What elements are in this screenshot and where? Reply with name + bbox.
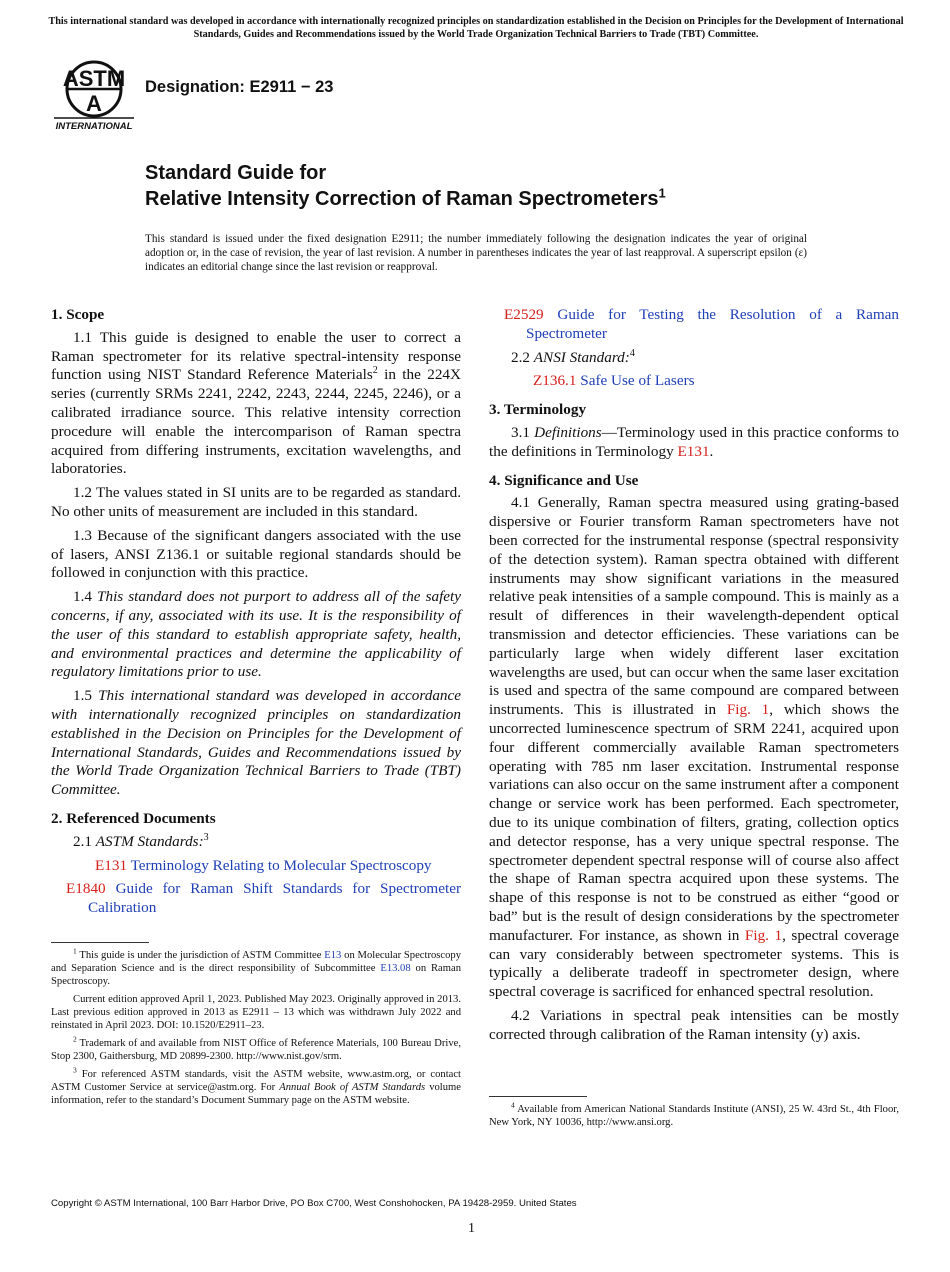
footnote-4: $^4$ Available from American National Standards Institute (ANSI), 25 W. 43rd St., 4th Floor, New York, NY 10036, http://www.ansi.org.: [489, 1100, 899, 1128]
footnote-1: $^1$ This guide is under the jurisdiction of ASTM Committee E13 on Molecular Spectroscopy and Separation Science and is the direct responsibility of Subcommittee E13.08 on Raman Spectroscopy.: [51, 946, 461, 987]
paragraph-2-2: 2.2 ANSI Standard:$^4$: [511, 347, 635, 366]
footnote-rule-right: [489, 1096, 587, 1097]
title-footnote-ref[interactable]: 1: [658, 185, 666, 201]
paragraph-1-5: 1.5 This international standard was developed in accordance with internationally recognized principles on standardization established in the Decision on Principles for the Development of International Standards, Guides and Recommendations issued by the World Trade Organization Technical Barriers to Trade (TBT) Committee.: [51, 687, 462, 799]
svg-text:A: A: [86, 91, 102, 116]
link-e13-08[interactable]: E13.08: [380, 963, 411, 974]
figure-link-1[interactable]: Fig. 1: [726, 701, 770, 719]
paragraph-4-1: 4.1 Generally, Raman spectra measured using grating-based dispersive or Fourier transform Raman spectrometers have not been corrected for the instrumental response (spectral responsivity of the detection system). Raman spectra obtained with different instruments may show significant variations in the measured relative peak intensities of a sample compound. This is mainly as a result of differences in their wavelength-dependent optical transmission and detector efficiencies. These variations can be particularly large when widely different laser excitation wavelengths are used, but can occur when the same laser excitation is used and spectra of the same compound are compared between instruments. This is illustrated in Fig. 1, which shows the uncorrected luminescence spectrum of SRM 2241, acquired upon four different commercially available Raman spectrometers operating with 785 nm laser excitation. Instrumental response variations can also occur on the same instrument after a component change or service work has been performed. Each spectrometer, due to its unique combination of filters, grating, collection optics and detector response, has a very unique spectral response. The spectrometer dependent spectral response will of course also affect the shape of Raman spectra acquired upon these systems. The shape of this response is not to be construed as either “good or bad” but is the result of design considerations by the spectrometer manufacturer. For instance, as shown in Fig. 1, spectral coverage can vary considerably between spectrometer systems. This is typically a deliberate tradeoff in spectrometer design, where spectral coverage is sacrificed for enhanced spectral resolution.: [489, 494, 899, 1001]
link-e131[interactable]: E131: [677, 442, 710, 460]
footnotes-left: [51, 942, 461, 1112]
paragraph-1-2: 1.2 The values stated in SI units are to be regarded as standard. No other units of measurement are included in this standard.: [51, 484, 461, 520]
paragraph-3-1: 3.1 Definitions—Terminology used in this practice conforms to the definitions in Terminology E131.: [489, 423, 900, 460]
paragraph-2-1: 2.1 ASTM Standards:$^3$: [73, 831, 209, 850]
header-notice: This international standard was developed in accordance with internationally recognized principles on standardization established in the Decision on Principles for the Development of International Standards, Guides and Recommendations issued by the World Trade Organization Technical Barriers to Trade (TBT) Committee.: [48, 16, 904, 40]
reference-e1840[interactable]: E1840 Guide for Raman Shift Standards for Spectrometer Calibration: [66, 880, 462, 917]
issuance-note: This standard is issued under the fixed designation E2911; the number immediately following the designation indicates the year of original adoption or, in the case of revision, the year of last revision. A number in parentheses indicates the year of last reapproval. A superscript epsilon (ε) indicates an editorial change since the last revision or reapproval.: [145, 233, 807, 273]
copyright-notice: Copyright © ASTM International, 100 Barr Harbor Drive, PO Box C700, West Conshohocken, PA 19428-2959. United States: [51, 1198, 577, 1209]
logo-text: INTERNATIONAL: [55, 121, 133, 132]
section-heading-terminology: 3. Terminology: [489, 401, 587, 419]
footnote-1-edition: Current edition approved April 1, 2023. Published May 2023. Originally approved in 2013. Last previous edition approved in 2013 as E2911 – 13 which was withdrawn July 2022 and reinstated in April 2023. DOI: 10.1520/E2911–23.: [51, 994, 461, 1031]
paragraph-4-2: 4.2 Variations in spectral peak intensities can be mostly corrected through calibration of the Raman intensity (y) axis.: [489, 1006, 899, 1043]
section-heading-referenced: 2. Referenced Documents: [51, 809, 216, 827]
footnotes-right: [489, 1096, 899, 1134]
svg-text:ASTM: ASTM: [62, 66, 126, 91]
title-line1: Standard Guide for: [145, 162, 327, 184]
reference-e131[interactable]: E131 Terminology Relating to Molecular Spectroscopy: [95, 856, 432, 874]
title-line2: Relative Intensity Correction of Raman Spectrometers: [145, 188, 659, 210]
link-e13[interactable]: E13: [324, 950, 342, 961]
paragraph-1-4: 1.4 This standard does not purport to address all of the safety concerns, if any, associated with its use. It is the responsibility of the user of this standard to establish appropriate safety, health, and environmental practices and determine the applicability of regulatory limitations prior to use.: [51, 588, 462, 681]
right-column: [489, 306, 900, 1128]
designation: Designation: E2911 − 23: [145, 78, 334, 96]
section-heading-significance: 4. Significance and Use: [489, 471, 639, 489]
footnote-ref-2[interactable]: 2: [372, 365, 378, 377]
footnote-2: $^2$ Trademark of and available from NIST Office of Reference Materials, 100 Bureau Drive, Stop 2300, Gaithersburg, MD 20899-2300. http://www.nist.gov/srm.: [51, 1034, 461, 1062]
astm-logo: [53, 56, 135, 132]
footnote-3: $^3$ For referenced ASTM standards, visit the ASTM website, www.astm.org, or contact ASTM Customer Service at service@astm.org. For Annual Book of ASTM Standards volume information, refer to the standard’s Document Summary page on the ASTM website.: [51, 1065, 461, 1106]
paragraph-1-3: 1.3 Because of the significant dangers associated with the use of lasers, ANSI Z136.1 or suitable regional standards should be followed in conjunction with this practice.: [51, 526, 461, 582]
figure-link-2[interactable]: Fig. 1: [744, 926, 783, 944]
paragraph-1-1: 1.1 This guide is designed to enable the user to correct a Raman spectrometer for its relative spectral-intensity response function using NIST Standard Reference Materials$^2$ in the 224X series (currently SRMs 2241, 2242, 2243, 2244, 2245, 2246), or a calibrated irradiance source. This relative intensity correction procedure will enable the intercomparison of Raman spectra acquired from differing instruments, excitation wavelengths, and laboratories.: [51, 328, 461, 478]
footnote-rule: [51, 942, 149, 943]
page-title: [145, 160, 905, 212]
left-column: [51, 306, 462, 1106]
page-number: 1: [468, 1221, 475, 1236]
section-heading-scope: 1. Scope: [51, 306, 105, 323]
footnote-ref-3[interactable]: 3: [203, 831, 209, 843]
footnote-ref-4[interactable]: 4: [629, 347, 635, 359]
reference-z136-1[interactable]: Z136.1 Safe Use of Lasers: [533, 372, 695, 390]
reference-e2529[interactable]: E2529 Guide for Testing the Resolution of a Raman Spectrometer: [504, 306, 900, 342]
